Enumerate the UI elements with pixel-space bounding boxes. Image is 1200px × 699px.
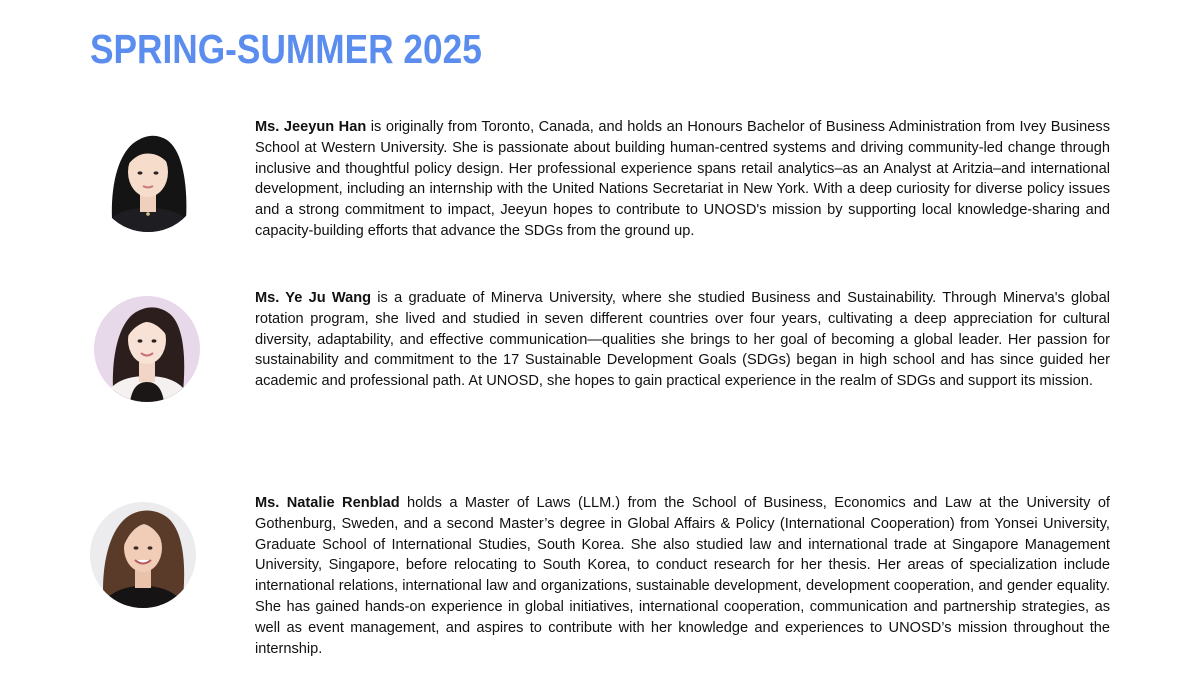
avatar-ye-ju-wang — [94, 296, 200, 402]
profile-name: Ms. Jeeyun Han — [255, 119, 367, 135]
profile-bio-text: is a graduate of Minerva University, where she studied Business and Sustainability. Through Minerva's global rotation program, she lived and studied in seven different countries over four years, cultivating a deep appreciation for cultural diversity, adaptability, and effective communication—qualities she brings to her goal of becoming a global leader. Her passion for sustainability and commitment to the 17 Sustainable Development Goals (SDGs) began in high school and has since guided her academic and professional path. At UNOSD, she hopes to gain practical experience in the realm of SDGs and support its mission. — [255, 290, 1110, 390]
bio-natalie-renblad — [255, 493, 1110, 659]
avatar-natalie-renblad — [90, 502, 196, 608]
profile-name: Ms. Natalie Renblad — [255, 495, 400, 511]
avatar-jeeyun-han — [95, 126, 201, 232]
portrait-photo — [94, 296, 200, 402]
portrait-photo — [95, 126, 201, 232]
profile-name: Ms. Ye Ju Wang — [255, 290, 372, 306]
portrait-photo — [90, 502, 196, 608]
bio-jeeyun-han — [255, 117, 1110, 242]
profile-bio-text: is originally from Toronto, Canada, and holds an Honours Bachelor of Business Administration from Ivey Business School at Western University. She is passionate about building human-centred systems and driving community-led change through inclusive and thoughtful policy design. Her professional experience spans retail analytics–as an Analyst at Aritzia–and international development, including an internship with the United Nations Secretariat in New York. With a deep curiosity for diverse policy issues and a strong commitment to impact, Jeeyun hopes to contribute to UNOSD's mission by supporting local knowledge-sharing and capacity-building efforts that advance the SDGs from the ground up. — [255, 119, 1110, 239]
page-title: SPRING-SUMMER 2025 — [90, 26, 482, 72]
profile-bio-text: holds a Master of Laws (LLM.) from the School of Business, Economics and Law at the University of Gothenburg, Sweden, and a second Master’s degree in Global Affairs & Policy (International Cooperation) from Yonsei University, Graduate School of International Studies, South Korea. She also studied law and international trade at Singapore Management University, Singapore, before relocating to South Korea, to conduct research for her thesis. Her areas of specialization include international relations, international law and organizations, sustainable development, development cooperation, and gender equality. She has gained hands-on experience in global initiatives, international cooperation, communication and partnership strategies, as well as event management, and aspires to contribute with her knowledge and experiences to UNOSD’s mission throughout the internship. — [255, 495, 1110, 657]
bio-ye-ju-wang — [255, 288, 1110, 392]
